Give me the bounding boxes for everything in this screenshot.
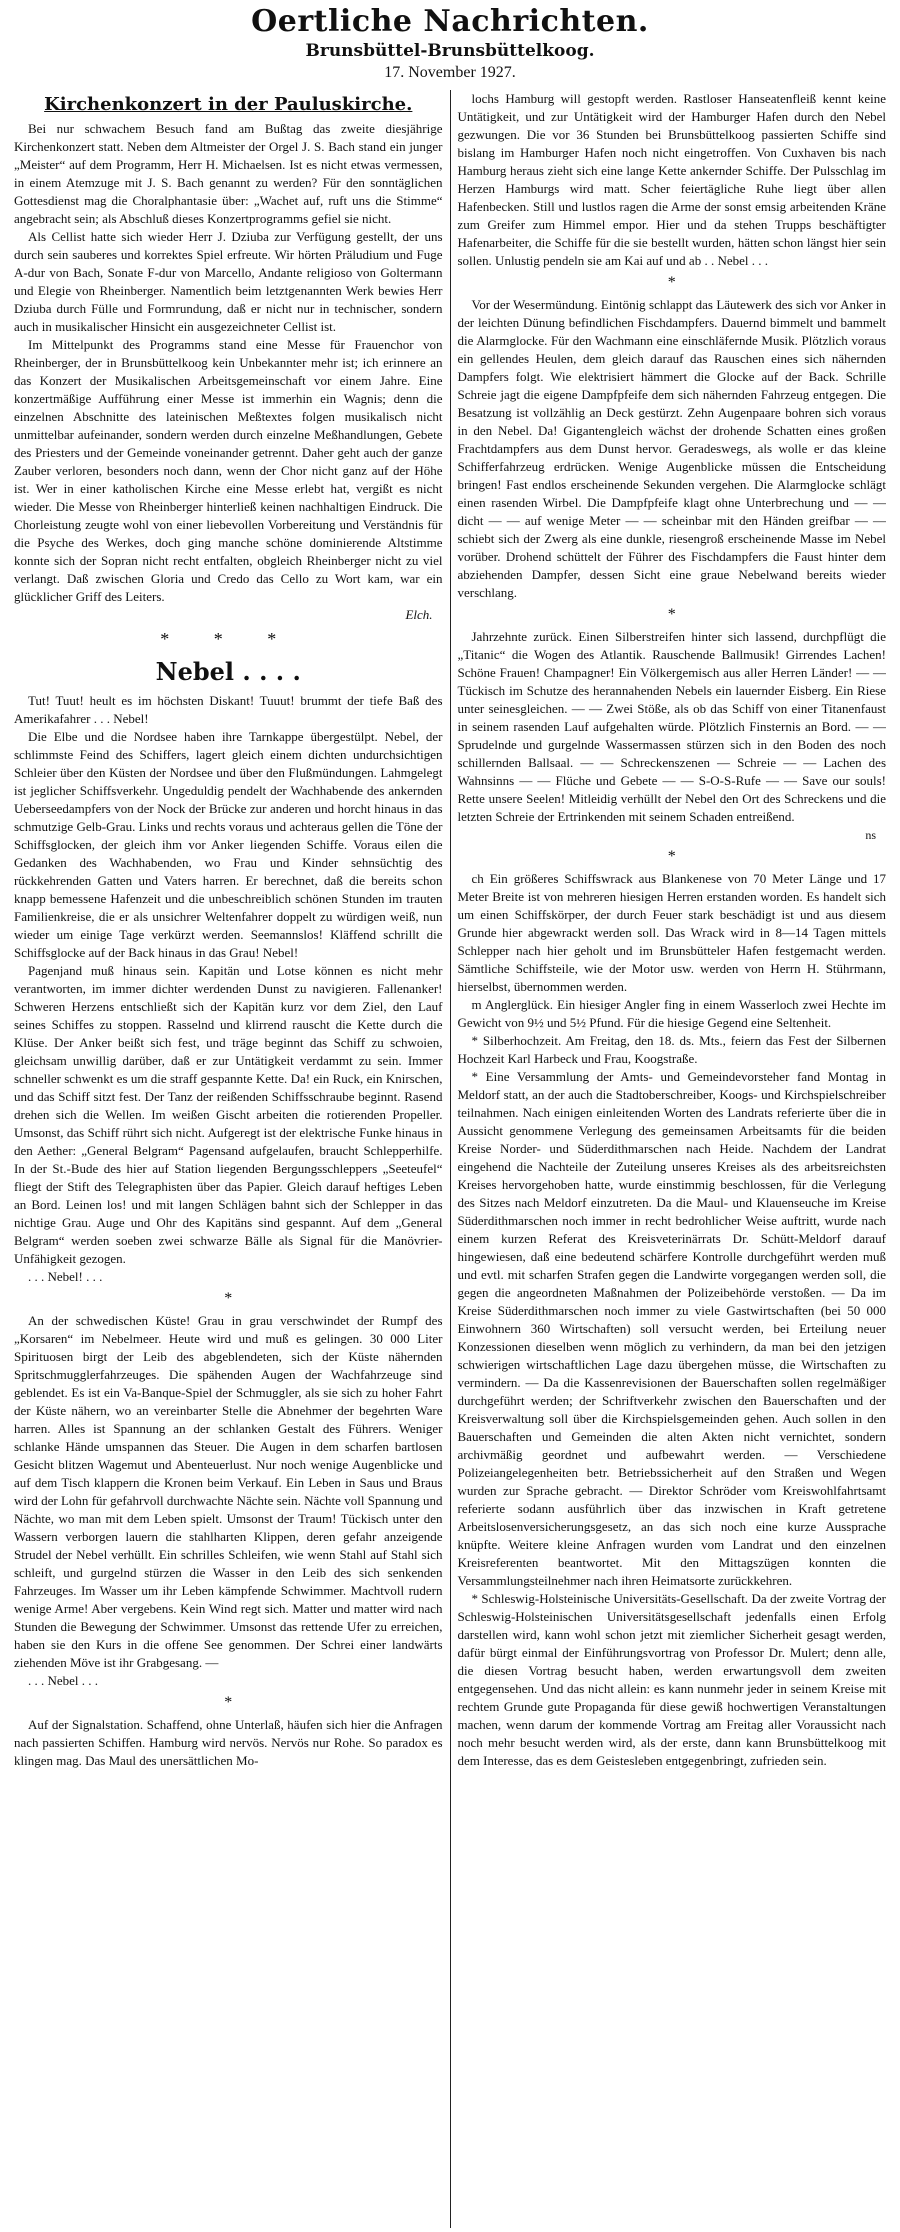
author-initials: ns [865, 828, 877, 842]
section-title: Oertliche Nachrichten. [251, 4, 649, 39]
article-paragraph: Bei nur schwachem Besuch fand am Bußtag das zweite diesjährige Kirchenkonzert statt. Neben dem Altmeister der Orgel J. S. Bach stand ein junger „Meister“ auf dem Programm, Herr H. Michaelsen. Ist es nicht etwas vermessen, in einem Atemzuge mit J. S. Bach genannt zu werden? Für den sonntäglichen Gottesdienst mag die Choralphantasie über: „Wachet auf, ruft uns die Stimme“ angebracht sein; als Abschluß dieses Konzertprogramms gefiel sie nicht. [14, 121, 443, 226]
divider-asterisk: * [224, 1694, 233, 1711]
issue-date: 17. November 1927. [384, 64, 516, 81]
divider-asterisk: * [224, 1290, 233, 1307]
article-paragraph: . . . Nebel! . . . [28, 1269, 103, 1284]
masthead [0, 0, 900, 94]
left-column [14, 90, 450, 2228]
divider-asterisk: * [667, 848, 676, 865]
news-item: ch Ein größeres Schiffswrack aus Blankenese von 70 Meter Länge und 17 Meter Breite ist von mehreren hiesigen Herren erstanden worden. Es handelt sich um einen Schiffskörper, der durch Feuer stark beschädigt ist und aus diesem Grunde hier abgewrackt werden soll. Das Wrack wird in 8—14 Tagen mittels Schlepper nach hier geholt und im Brunsbütteler Hafen festgemacht werden. Sämtliche Schiffsteile, wie der Motor usw. werden von Herrn H. Stührmann, hierselbst, übernommen werden. [457, 871, 887, 994]
article-paragraph: An der schwedischen Küste! Grau in grau verschwindet der Rumpf des „Korsaren“ im Nebelmeer. Heute wird und muß es gelingen. 30 000 Liter Spirituosen birgt der Leib des abgeblendeten, sich der Küste nähernden Spritschmugglerfahrzeuges. Die spähenden Augen der Wachfahrzeuge sind geblendet. Es ist ein Va-Banque-Spiel der Schmuggler, als sie sich zu hoher Fahrt der Küste nähern, wo an vereinbarter Stelle die Abnehmer der begehrten Ware harren. Alles ist Spannung an der schlanken Gestalt des Führers. Weniger schlanke Hände umspannen das Steuer. Die Augen in dem scharfen bartlosen Gesicht blitzen Wagemut und Abenteuerlust. Nur noch wenige Augenblicke und auf dem Tisch klappern die Kronen beim Verkauf. Ein Leben in Saus und Braus wird der Lohn für gefahrvoll durchwachte Nächte sein. Nächte voll Spannung und Nächte, wo man mit dem Leben spielt. Umsonst der Traum! Tückisch unter den Wassern verborgen lauern die stahlharten Klippen, deren gefahr anzeigende Strudel der Nebel verhüllt. Ein schrilles Schleifen, wie wenn Stahl auf Stahl sich schleift, und gurgelnd stürzen die Wasser in den Leib des sich senkenden Fahrzeuges. Im Wasser um ihr Leben kämpfende Schwimmer. Machtvoll rudern wenige Arme! Aber vergebens. Kein Wind regt sich. Matter und matter wird nach Stunden die Bewegung der Schwimmer. Umsonst das rettende Ufer zu erreichen, haben sie den Kurs in die offene See genommen. Der Schrei einer landwärts ziehenden Möve ist ihr Grabgesang. — [14, 1313, 443, 1670]
article-paragraph: Pagenjand muß hinaus sein. Kapitän und Lotse können es nicht mehr verantworten, im immer dichter werdenden Dunst zu navigieren. Fallenanker! Schweren Herzens entschließt sich der Kapitän kurz vor dem Ziel, den Lauf seines Schiffes zu stoppen. Rasselnd und klirrend rauscht die Kette durch die Klüse. Der Anker beißt sich fest, und träge beginnt das Schiff zu schwoien, gleichsam unwillig darüber, daß er zur Untätigkeit verdammt zu sein. Immer schneller schwenkt es um die straff gespannte Kette. Da! ein Ruck, ein Knirschen, und das Schiff sitzt fest. Der Tanz der reißenden Schiffsschraube beginnt. Rasend drehen sich die Wellen. Im weißen Gischt arbeiten die rotierenden Propeller. Umsonst, das Schiff rührt sich nicht. Aufgeregt ist der elektrische Funke hinaus in den Aether: „General Belgram“ Pagensand aufgelaufen, braucht Schlepperhilfe. In der St.-Bude des hier auf Station liegenden Bergungsschleppers „Seeteufel“ fliegt der Stift des Telegraphisten über das Papier. Gleich darauf heftiges Leben an Bord. Leinen los! und mit langen Schlägen bahnt sich der Schlepper in das nichtige Grau. Auge und Ohr des Kapitäns sind gespannt. Auf dem „General Belgram“ werden soeben zwei schwarze Bälle als Signal für die Manövrier-Unfähigkeit gezogen. [14, 963, 443, 1266]
article-paragraph: . . . Nebel . . . [28, 1673, 99, 1688]
location-subtitle: Brunsbüttel-Brunsbüttelkoog. [305, 41, 595, 61]
divider-asterisk: * [667, 274, 676, 291]
divider-asterisk: * [667, 606, 676, 623]
article-paragraph: Im Mittelpunkt des Programms stand eine Messe für Frauenchor von Rheinberger, der in Brunsbüttelkoog kein Unbekannter mehr ist; ich erinnere an das Konzert der Musikalischen Arbeitsgemeinschaft vor einem Jahre. Eine konzertmäßige Aufführung einer Messe ist immerhin ein Wagnis; denn die einzelnen Abschnitte des lateinischen Meßtextes folgen musikalisch nicht unmittelbar aufeinander, sondern werden durch einzelne Meßhandlungen, Gebete des Priesters und der Gemeinde voneinander getrennt. Daher geht auch der ganze Zauber verloren, besonders noch dann, wenn der Chor nicht ganz auf der Höhe ist. Wer in einer katholischen Kirche eine Messe erlebt hat, vergißt es nicht wieder. Die Messe von Rheinberger hinterließ keinen nachhaltigen Eindruck. Die Chorleistung zeugte wohl von einer liebevollen Vorbereitung und Verständnis für die Psyche des Werkes, doch ging manche schöne dominierende Altstimme konnte sich der Sopran nicht recht entfalten, obgleich Rheinberger nicht zu viel verlangt. Daß zwischen Gloria und Credo das Cello zu Wort kam, war ein glücklicher Griff des Leiters. [14, 337, 443, 604]
article-paragraph: Die Elbe und die Nordsee haben ihre Tarnkappe übergestülpt. Nebel, der schlimmste Feind des Schiffers, lagert gleich einem dichten undurchsichtigen Schleier über den Küsten der Nordsee und über den Flußmündungen. Lahmgelegt ist jeglicher Schiffsverkehr. Ungeduldig pendelt der Wachhabende des ankernden Ueberseedampfers von der Nock der Brücke zur anderen und horcht hinaus in das schmutzige Gelb-Grau. Links und rechts voraus und achteraus gellen die Töne der Schiffsglocken, der gleich ihm vor Anker liegenden Schiffe. Voraus eilen die Gedanken des Wachhabenden, wo Frau und Kinder sehnsüchtig des rückkehrenden Gatten und Vaters harren. Er berechnet, daß die bereits schon knapp bemessene Hafenzeit und die unbeschreiblich schönen Stunden im trauten Familienkreise, die er als unsichrer Weltenfahrer doppelt zu würdigen weiß, nun wieder um einige Tage verkürzt werden. Seemannslos! Kläffend schrillt die Schiffsglocke auf der Back hinaus in das Grau! Nebel! [14, 729, 443, 960]
article-paragraph: Als Cellist hatte sich wieder Herr J. Dziuba zur Verfügung gestellt, der uns durch sein sauberes und korrektes Spiel erfreute. Wir hörten Präludium und Fuge A-dur von Bach, Sonate F-dur von Marcello, Andante religioso von Goltermann und Elegie von Rheinberger. Namentlich beim letztgenannten Werk bewies Herr Dziuba durch Fülle und Formrundung, daß er nicht nur in technischer, sondern auch in musikalischer Hinsicht ein ausgezeichneter Cellist ist. [14, 229, 443, 334]
article-paragraph: Vor der Wesermündung. Eintönig schlappt das Läutewerk des sich vor Anker in der leichten Dünung befindlichen Fischdampfers. Dauernd bimmelt und bammelt die Alarmglocke. Für den Wachmann eine einschläfernde Musik. Plötzlich voraus ein gellendes Heulen, dem gleich darauf das Rauschen eines sich nähernden Dampfers folgt. Wie elektrisiert hämmert die Glocke auf der Back. Schrille Schreie jagt die eigene Dampfpfeife dem sich nähernden Fahrzeug entgegen. Die Besatzung ist vollzählig an Deck gestürzt. Zehn Augenpaare bohren sich voraus in den Nebel. Da! Gigantengleich wächst der drohende Schatten eines großen Frachtdampfers aus dem Dunst hervor. Geradeswegs, als wolle er das kleine Schifferfahrzeug erdrücken. Wenige Augenblicke müssen die Entscheidung bringen! Fast endlos erscheinende Sekunden vergehen. Die Alarmglocke schlägt einen rasenden Wirbel. Die Dampfpfeife klagt ohne Unterbrechung und — — dicht — — auf wenige Meter — — scheinbar mit den Händen greifbar — — schiebt sich der Zwerg als eine dunkle, riesengroß erscheinende Masse im Nebel vorüber. Drohend schüttelt der Führer des Fischdampfers die Faust hinter dem abziehenden Dampfer, dessen Sicht eine graue Nebelwand bereits wieder verschlang. [457, 297, 887, 600]
section-divider-stars: * * * [160, 629, 297, 649]
right-column [451, 90, 887, 2228]
article-paragraph: lochs Hamburg will gestopft werden. Rastloser Hanseatenfleiß kennt keine Untätigkeit, und zur Untätigkeit wird der Hamburger Hafen durch den Nebel gezwungen. Die vor 36 Stunden bei Brunsbüttelkoog passierten Schiffe sind bislang im Hamburger Hafen noch nicht eingetroffen. Von Cuxhaven bis nach Hamburg heraus zieht sich eine lange Kette ankernder Schiffe. Der Pulsschlag im Herzen Hamburgs wird matt. Scher feiertägliche Ruhe liegt über allen Hafenbecken. Still und lustlos ragen die Arme der sonst emsig arbeitenden Kräne zum Greifer zum Himmel empor. Hier und da stehen Trupps beschäftigter Hafenarbeiter, die Schiffe für die sie bestellt wurden, hätten schon längst hier sein sollen. Unlustig pendeln sie am Kai auf und ab . . Nebel . . . [457, 91, 887, 268]
news-item: m Anglerglück. Ein hiesiger Angler fing in einem Wasserloch zwei Hechte im Gewicht von 9½ und 5½ Pfund. Für die hiesige Gegend eine Seltenheit. [457, 997, 887, 1030]
author-signature: Elch. [405, 607, 433, 622]
columns [14, 90, 886, 2228]
news-item: * Eine Versammlung der Amts- und Gemeindevorsteher fand Montag in Meldorf statt, an der auch die Stadtoberschreiber, Koogs- und Kirchspielschreiber teilnahmen. Nach einigen einleitenden Worten des Landrats referierte über die in Aussicht genommene Verlegung des gemeinsamen Arbeitsamts für die beiden Kreise Norder- und Süderdithmarschen nach Heide. Nachdem der Landrat eingehend die Nachteile der Zuteilung unseres Kreises als des arbeitsreichsten Kreises hervorgehoben hatte, wurde einstimmig beschlossen, für die Verlegung des Sitzes nach Meldorf einzutreten. Da die Maul- und Klauenseuche im Kreise Süderdithmarschen noch immer in recht bedrohlicher Weise auftritt, wurde nach einem kurzen Referat des Kreisveterinärrats Dr. Schütt-Meldorf darauf hingewiesen, daß eine bedeutend schärfere Kontrolle durchgeführt werden muß und evtl. mit scharfen Strafen gegen die Landwirte vorgegangen werden soll, die gegen die angeordneten Maßnahmen der Polizeibehörde verstoßen. — Da im Kreise Süderdithmarschen noch immer zu viele Gastwirtschaften (bei 50 000 Einwohnern 360 Wirtschaften) soll versucht werden, bei Erteilung neuer Konzessionen dieselben wenn möglich zu verhindern, da man bei den jetzigen schwierigen wirtschaftlichen Lage dazu übergehen müsse, die Wirtschaften zu vermindern. — Da die Kassenrevisionen der Bauerschaften sollen regelmäßiger durchgeführt werden; der Schriftverkehr zwischen den Bauerschaften und der Kreisverwaltung soll über die Kirchspielsgemeinden gehen. Auch sollen in den Bauerschaften und Gemeinden die alten Akten nicht vernichtet, sondern archivmäßig geordnet und aufbewahrt werden. — Verschiedene Polizeiangelegenheiten betr. Betriebssicherheit auf den Straßen und Wegen wurden zur Sprache gebracht. — Direktor Schröder vom Kreiswohlfahrtsamt referierte sodann ausführlich über das inzwischen in Kraft getretene Arbeitslosenversicherungsgesetz, an das sich noch eine kurze Aussprache knüpfte. Weitere kleine Anfragen wurden vom Landrat und den einzelnen Kreisreferenten beantwortet. Mit den Mittagszügen konnten die Versammlungsteilnehmer nach ihren Heimatsorte zurückkehren. [457, 1069, 887, 1588]
article-paragraph: Jahrzehnte zurück. Einen Silberstreifen hinter sich lassend, durchpflügt die „Titanic“ die Wogen des Atlantik. Rauschende Ballmusik! Girrendes Lachen! Schöne Frauen! Champagner! Ein Völkergemisch aus aller Herren Länder! — — Tückisch im Schutze des herannahenden Nebels ein lauernder Eisberg. Ein Riese unter seinesgleichen. — — Zwei Stöße, als ob das Schiff von einer Titanenfaust in seinem rasenden Lauf aufgehalten würde. Plötzlich Finsternis an Bord. — — Sprudelnde und gurgelnde Wassermassen stürzen sich in den Boden des noch schillernden Ballsaal. — — Schreckenszenen — Schreie — — Lachen des Wahnsinns — — Flüche und Gebete — — S-O-S-Rufe — — Save our souls! Rette unsere Seelen! Mitleidig verhüllt der Nebel den Ort des Schreckens und die letzten Schreie der Ertrinkenden mit seinem Schaden entreißend. [457, 629, 887, 824]
article-paragraph: Tut! Tuut! heult es im höchsten Diskant! Tuuut! brummt der tiefe Baß des Amerikafahrer . . . Nebel! [14, 693, 443, 726]
news-item: * Schleswig-Holsteinische Universitäts-Gesellschaft. Da der zweite Vortrag der Schleswig-Holsteinischen Universitätsgesellschaft jedenfalls einen Erfolg darstellen wird, kann wohl schon jetzt mit ziemlicher Sicherheit gesagt werden, dafür bürgt einmal der Einführungsvortrag von Professor Dr. Mulert; denn alle, die diesen Vortrag besucht haben, werden erwartungsvoll dem zweiten entgegensehen. Und das nicht allein: es kann nunmehr jeder in seinem Kreise mit rechtem Grunde gute Propaganda für diese gewiß hochwertigen Veranstaltungen machen, wenn darum der kommende Vortrag am Freitag aller Voraussicht nach noch mehr besucht werden wird, als der erste, dann kann Brunsbüttelkoog mit dem Interesse, das es dem Geistesleben entgegenbringt, zufrieden sein. [457, 1591, 887, 1768]
article-paragraph: Auf der Signalstation. Schaffend, ohne Unterlaß, häufen sich hier die Anfragen nach passierten Schiffen. Hamburg wird nervös. Nervös nur Rohe. So paradox es klingen mag. Das Maul des unersättlichen Mo- [14, 1717, 443, 1768]
headline-nebel: Nebel . . . . [155, 657, 301, 686]
news-item: * Silberhochzeit. Am Freitag, den 18. ds. Mts., feiern das Fest der Silbernen Hochzeit Karl Harbeck und Frau, Koogstraße. [457, 1033, 887, 1066]
headline-kirchenkonzert: Kirchenkonzert in der Pauluskirche. [44, 94, 413, 115]
